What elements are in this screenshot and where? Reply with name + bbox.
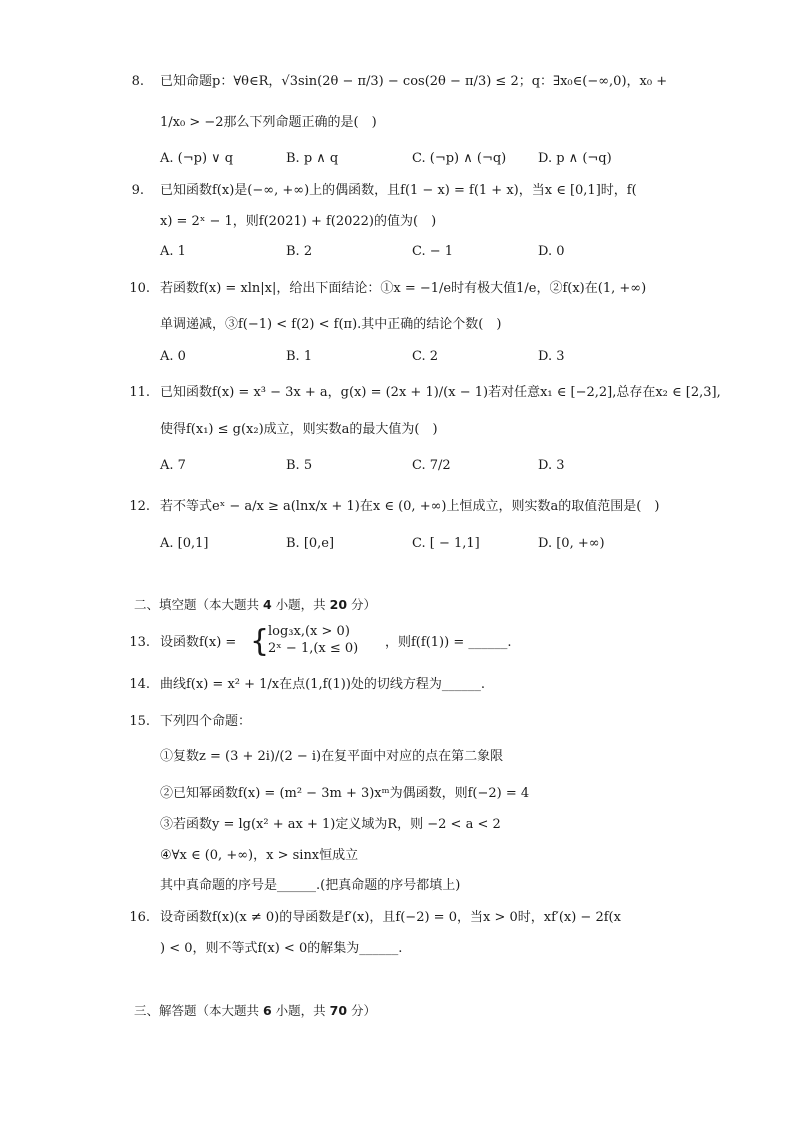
question-14-number: 14. <box>129 677 150 692</box>
question-15-stem-tail: 其中真命题的序号是______.(把真命题的序号都填上) <box>160 878 461 893</box>
section-3-prefix: 三、解答题（本大题共 <box>134 1003 263 1018</box>
section-2-score: 20 <box>329 597 348 612</box>
question-14-stem-line1: 曲线f(x) = x² + 1/x在点(1,f(1))处的切线方程为______. <box>160 677 486 692</box>
question-11-option-b: B. 5 <box>286 458 313 473</box>
question-9-option-b: B. 2 <box>286 244 313 259</box>
question-15-stem-line1: 下列四个命题： <box>160 714 252 729</box>
section-2-heading <box>134 596 376 614</box>
question-12-option-d: D. [0, +∞) <box>538 536 605 551</box>
question-15-item-1: ①复数z = (3 + 2i)/(2 − i)在复平面中对应的点在第二象限 <box>160 749 504 764</box>
question-9-option-c: C. − 1 <box>412 244 454 259</box>
question-13-brace: { <box>250 624 270 659</box>
section-2-prefix: 二、填空题（本大题共 <box>134 597 263 612</box>
section-2-count: 4 <box>262 597 272 612</box>
question-12-number: 12. <box>129 499 150 514</box>
question-13-number: 13. <box>129 635 150 650</box>
section-3-score: 70 <box>329 1003 348 1018</box>
question-10-option-b: B. 1 <box>286 349 313 364</box>
question-10-number: 10. <box>129 281 150 296</box>
question-16-stem-line2: ) < 0，则不等式f(x) < 0的解集为______. <box>160 941 403 956</box>
question-15-item-4: ④∀x ∈ (0, +∞)，x > sinx恒成立 <box>160 848 359 863</box>
section-3-mid: 小题，共 <box>271 1003 330 1018</box>
question-12-option-c: C. [ − 1,1] <box>412 536 480 551</box>
question-11-option-a: A. 7 <box>160 458 186 473</box>
question-8-stem-line1: 已知命题p：∀θ∈R，√3sin(2θ − π/3) − cos(2θ − π/3) ≤ 2；q：∃x₀∈(−∞,0)，x₀ + <box>160 74 668 89</box>
question-12-stem-line1: 若不等式eˣ − a/x ≥ a(lnx/x + 1)在x ∈ (0, +∞)上恒成立，则实数a的取值范围是( ) <box>160 499 660 514</box>
question-9-stem-line2: x) = 2ˣ − 1，则f(2021) + f(2022)的值为( ) <box>160 214 437 229</box>
question-10-option-a: A. 0 <box>160 349 186 364</box>
question-12-option-a: A. [0,1] <box>160 536 209 551</box>
section-3-heading <box>134 1002 376 1020</box>
question-15-item-2: ②已知幂函数f(x) = (m² − 3m + 3)xᵐ为偶函数，则f(−2) = 4 <box>160 786 530 801</box>
question-10-stem-line2: 单调递减，③f(−1) < f(2) < f(π).其中正确的结论个数( ) <box>160 317 502 332</box>
question-13-case2: 2ˣ − 1,(x ≤ 0) <box>268 641 359 656</box>
question-11-option-c: C. 7/2 <box>412 458 451 473</box>
question-15-number: 15. <box>129 714 150 729</box>
section-3-suffix: 分） <box>347 1003 377 1018</box>
question-13-case1: log₃x,(x > 0) <box>268 624 350 639</box>
question-8-option-a: A. (¬p) ∨ q <box>160 151 234 166</box>
question-10-option-d: D. 3 <box>538 349 565 364</box>
question-8-number: 8. <box>131 74 144 89</box>
question-8-stem-line2: 1/x₀ > −2那么下列命题正确的是( ) <box>160 115 377 130</box>
question-11-stem-line1: 已知函数f(x) = x³ − 3x + a，g(x) = (2x + 1)/(x − 1)若对任意x₁ ∈ [−2,2],总存在x₂ ∈ [2,3], <box>160 385 721 400</box>
question-8-option-b: B. p ∧ q <box>286 151 339 166</box>
question-9-option-d: D. 0 <box>538 244 565 259</box>
question-9-option-a: A. 1 <box>160 244 186 259</box>
question-12-option-b: B. [0,e] <box>286 536 335 551</box>
question-11-stem-line2: 使得f(x₁) ≤ g(x₂)成立，则实数a的最大值为( ) <box>160 422 438 437</box>
question-11-number: 11. <box>129 385 150 400</box>
question-16-number: 16. <box>129 910 150 925</box>
question-13-stem-tail: ，则f(f(1)) = ______. <box>385 635 512 650</box>
question-10-stem-line1: 若函数f(x) = xln|x|，给出下面结论：①x = −1/e时有极大值1/e，②f(x)在(1, +∞) <box>160 281 647 296</box>
question-16-stem-line1: 设奇函数f(x)(x ≠ 0)的导函数是f′(x)，且f(−2) = 0，当x > 0时，xf′(x) − 2f(x <box>160 910 621 925</box>
question-11-option-d: D. 3 <box>538 458 565 473</box>
question-9-number: 9. <box>131 183 144 198</box>
section-3-count: 6 <box>262 1003 272 1018</box>
section-2-suffix: 分） <box>347 597 377 612</box>
question-8-option-d: D. p ∧ (¬q) <box>538 151 612 166</box>
section-2-mid: 小题，共 <box>271 597 330 612</box>
question-9-stem-line1: 已知函数f(x)是(−∞, +∞)上的偶函数，且f(1 − x) = f(1 + x)，当x ∈ [0,1]时，f( <box>160 183 637 198</box>
question-10-option-c: C. 2 <box>412 349 439 364</box>
question-13-stem-lead: 设函数f(x) = <box>160 635 237 650</box>
question-8-option-c: C. (¬p) ∧ (¬q) <box>412 151 507 166</box>
question-15-item-3: ③若函数y = lg(x² + ax + 1)定义域为R，则 −2 < a < 2 <box>160 817 501 832</box>
